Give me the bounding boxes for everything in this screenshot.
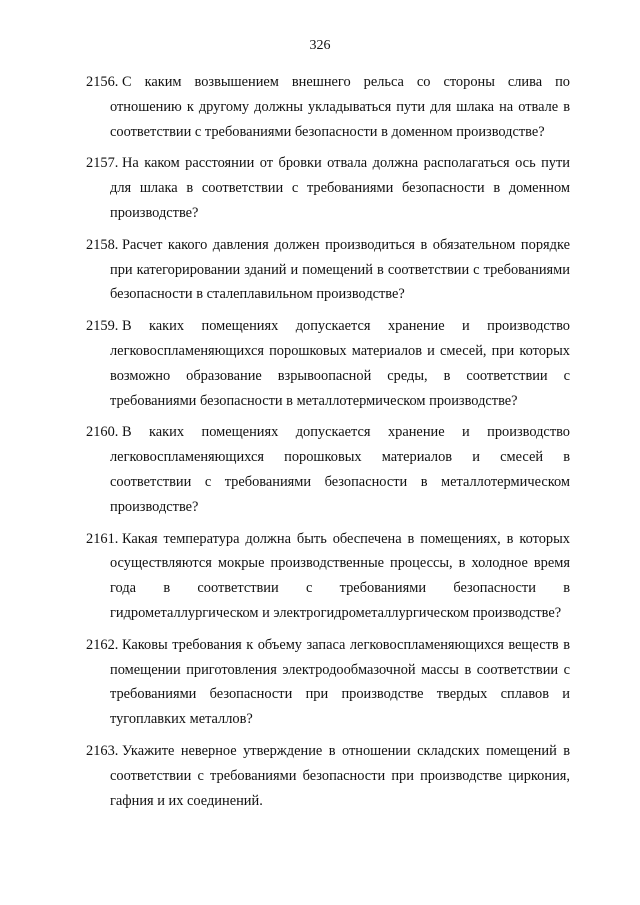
question-text: Какая температура должна быть обеспечена в помещениях, в которых осуществляются мокрые производственные процессы, в холодное время года в соответствии с требованиями безопасности в гидрометаллургическом и электрогидрометаллургическом производстве?: [110, 530, 570, 621]
question-number: 2162.: [86, 636, 119, 653]
question-number: 2163.: [86, 742, 119, 759]
question-number: 2157.: [86, 155, 119, 172]
question-text: Расчет какого давления должен производиться в обязательном порядке при категорировании зданий и помещений в соответствии с требованиями безопасности в сталеплавильном производстве?: [110, 236, 570, 303]
question-text: На каком расстоянии от бровки отвала должна располагаться ось пути для шлака в соответствии с требованиями безопасности в доменном производстве?: [110, 155, 570, 221]
question-text: Укажите неверное утверждение в отношении складских помещений в соответствии с требованиями безопасности при производстве циркония, гафния и их соединений.: [110, 742, 570, 809]
question-number: 2159.: [86, 318, 119, 335]
question-number: 2160.: [86, 424, 119, 441]
question-item: [86, 420, 570, 519]
question-number: 2161.: [86, 530, 119, 547]
page-number: 326: [309, 38, 331, 53]
question-item: [86, 314, 570, 413]
question-item: [86, 151, 570, 225]
question-text: С каким возвышением внешнего рельса со стороны слива по отношению к другому должны укладываться пути для шлака на отвале в соответствии с требованиями безопасности в доменном производстве?: [110, 74, 570, 140]
question-text: В каких помещениях допускается хранение и производство легковоспламеняющихся порошковых материалов и смесей в соответствии с требованиями безопасности в металлотермическом производстве?: [110, 424, 570, 515]
question-list: [86, 70, 570, 820]
question-item: [86, 527, 570, 626]
question-number: 2158.: [86, 236, 119, 253]
question-text: В каких помещениях допускается хранение и производство легковоспламеняющихся порошковых материалов и смесей, при которых возможно образование взрывоопасной среды, в соответствии с требованиями безопасности в металлотермическом производстве?: [110, 318, 570, 409]
question-item: [86, 633, 570, 732]
question-text: Каковы требования к объему запаса легковоспламеняющихся веществ в помещении приготовления электродообмазочной массы в соответствии с требованиями безопасности при производстве твердых сплавов и тугоплавких металлов?: [110, 636, 570, 728]
question-item: [86, 70, 570, 144]
question-item: [86, 739, 570, 813]
question-number: 2156.: [86, 74, 119, 90]
question-item: [86, 233, 570, 307]
